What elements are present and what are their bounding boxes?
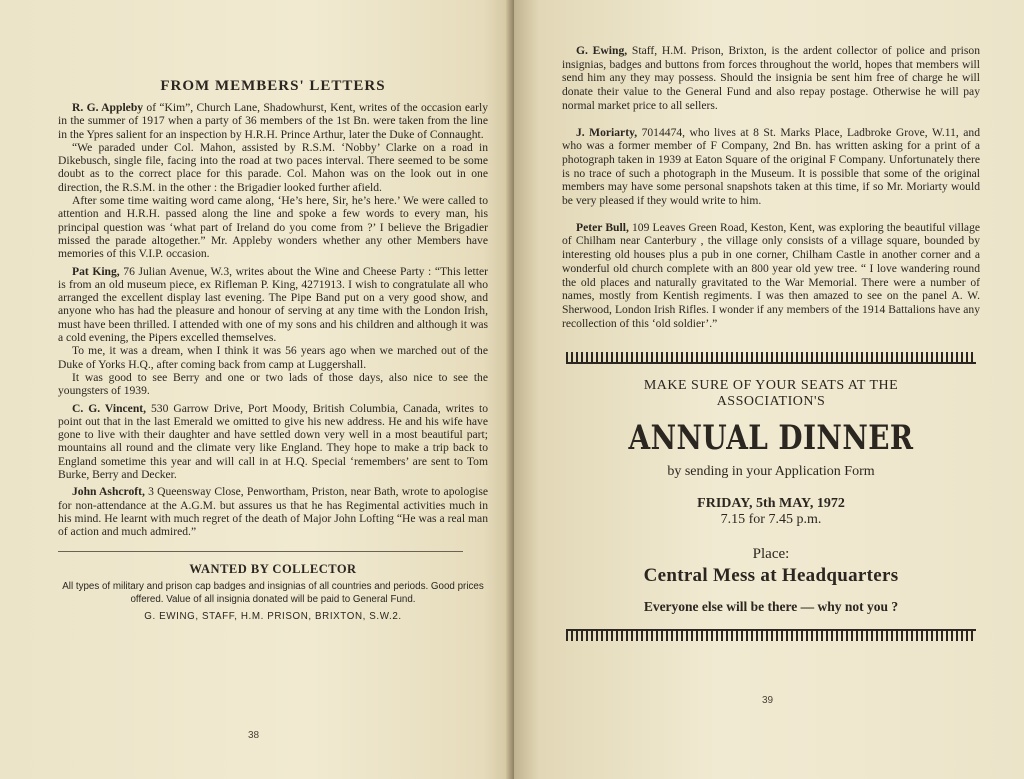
letter-text: Staff, H.M. Prison, Brixton, is the ardent collector of police and prison insignias, badges and buttons from forces throughout the world, hopes that members will send him any they may possess. Should the insignia be sent him free of charge he will donate their value to the General Fund and also repay postage. Otherwise he will pay normal market price to all sellers. — [562, 44, 980, 112]
letter-author-name: G. Ewing, — [576, 44, 628, 57]
letter-ashcroft — [58, 485, 488, 538]
letter-moriarty — [562, 126, 980, 208]
wanted-title: WANTED BY COLLECTOR — [189, 561, 357, 576]
page-number-right: 39 — [762, 695, 774, 706]
letter-vincent — [58, 402, 488, 482]
dinner-advert — [562, 378, 980, 615]
letter-text: of “Kim”, Church Lane, Shadowhurst, Kent, writes of the occasion early in the summer of 1917 when a party of 36 members of the 1st Bn. were taken from the line in the Ypres salient for an inspection by H.R.H. Prince Arthur, later the Duke of Connaught. — [58, 101, 488, 141]
letter-author-name: C. G. Vincent, — [72, 401, 147, 415]
letter-author-name: R. G. Appleby — [72, 101, 144, 114]
letter-author-name: Pat King, — [72, 264, 120, 278]
letter-ewing — [562, 44, 980, 113]
advert-place: Central Mess at Headquarters — [643, 565, 899, 587]
advert-place-label: Place: — [752, 546, 790, 563]
letter-author-name: J. Moriarty, — [576, 125, 638, 139]
letter-text: 7014474, who lives at 8 St. Marks Place, Ladbroke Grove, W.11, and who was a former member of F Company, 2nd Bn. has written asking for a print of a photograph taken in 1939 at Eaton Square of the original F Company. Unfortunately there is no trace of such a photograph in the Museum. It is possible that some of the original members may have some personal snapshots taken at this time, if so Mr. Moriarty would be very pleased if they would write to him. — [562, 125, 980, 208]
section-title: FROM MEMBERS' LETTERS — [160, 78, 386, 94]
ornamental-border-bottom — [566, 629, 976, 641]
letter-appleby-p1 — [58, 101, 488, 141]
letter-appleby-p2: “We paraded under Col. Mahon, assisted by R.S.M. ‘Nobby’ Clarke on a road in Dikebusch, single file, facing into the road at two paces interval. There seemed to be some doubt as to the correct place for this parade. Col. Mahon was on the look out in one direction, the R.S.M. in the other : the Brigadier looked further afield. — [58, 140, 488, 194]
letter-author-name: Peter Bull, — [576, 220, 629, 234]
wanted-notice — [58, 562, 488, 623]
advert-line2: ASSOCIATION'S — [716, 394, 826, 410]
advert-tagline: Everyone else will be there — why not you ? — [643, 599, 899, 615]
wanted-body: All types of military and prison cap badges and insignias of all countries and periods. Good prices offered. Value of all insignia donated will be paid to General Fund. — [62, 580, 484, 605]
divider — [58, 551, 463, 552]
letter-appleby-p3: After some time waiting word came along, ‘He’s here, Sir, he’s here.’ We were called to attention and H.R.H. passed along the line and spoke a few words to every man, his principal question was ‘what part of Ireland do you come from ?’ I believe the Brigadier missed the parade altogether.” Mr. Appleby wonders whether any other Members have memories of this V.I.P. occasion. — [58, 194, 488, 261]
advert-date: FRIDAY, 5th MAY, 1972 — [697, 496, 845, 512]
letter-author-name: John Ashcroft, — [72, 485, 145, 499]
wanted-address: G. EWING, STAFF, H.M. PRISON, BRIXTON, S.W.2. — [144, 610, 402, 622]
advert-line1: MAKE SURE OF YOUR SEATS AT THE — [643, 378, 899, 394]
page-number-left: 38 — [248, 730, 260, 741]
advert-headline: ANNUAL DINNER — [628, 418, 914, 459]
letter-king-p1 — [58, 265, 488, 345]
advert-time: 7.15 for 7.45 p.m. — [720, 512, 822, 528]
letter-text: 530 Garrow Drive, Port Moody, British Columbia, Canada, writes to point out that in the last Emerald we omitted to give his new address. He and his wife have gone to live with their daughter and have settled down very well in a most beautiful part; mountains all round and the climate very like England. They hope to make a trip back to England sometime this year and will call in at H.Q. Special ‘remembers’ are sent to Tom Burke, Berry and Decker. — [58, 401, 488, 482]
letter-king-p2: To me, it was a dream, when I think it was 56 years ago when we marched out of the Duke of Yorks H.Q., after coming back from camp at Luggershall. — [58, 344, 488, 371]
letter-king-p3: It was good to see Berry and one or two lads of those days, also nice to see the youngsters of 1939. — [58, 370, 488, 398]
advert-subline: by sending in your Application Form — [667, 464, 875, 480]
letter-text: 109 Leaves Green Road, Keston, Kent, was exploring the beautiful village of Chilham near Canterbury , the village only consists of a village square, bounded by interesting old houses plus a pub in one corner, Chilham Castle in another corner and a wonderful old church complete with an 800 year old yew tree. “ I love wandering round the old places and naturally gravitated to the War Memorial. There were a number of names, mostly from Kentish regiments. I was then amazed to see on the panel A. W. Sherwood, London Irish Rifles. I wonder if any members of the 1914 Battalions have any recollection of this ‘old soldier’.” — [562, 220, 981, 330]
ornamental-border-top — [566, 352, 976, 364]
letter-text: 76 Julian Avenue, W.3, writes about the Wine and Cheese Party : “This letter is from an old museum piece, ex Rifleman P. King, 4271913. I wish to congratulate all who arranged the excellent display last evening. The Pipe Band put on a very good show, and anyone who has had the pleasure and honour of serving at any time with the London Irish, must have been thrilled. I attended with one of my sons and his children and although it was a cold evening, the Pipers excelled themselves. — [58, 264, 488, 345]
letter-bull — [562, 221, 980, 331]
letter-text: 3 Queensway Close, Penwortham, Priston, near Bath, wrote to apologise for non-attendance at the A.G.M. but assures us that he has Regimental activities much in his mind. He learnt with much regret of the death of Major John Lofting “He was a real man of action and much admired.” — [58, 485, 488, 539]
right-page — [514, 0, 1024, 779]
